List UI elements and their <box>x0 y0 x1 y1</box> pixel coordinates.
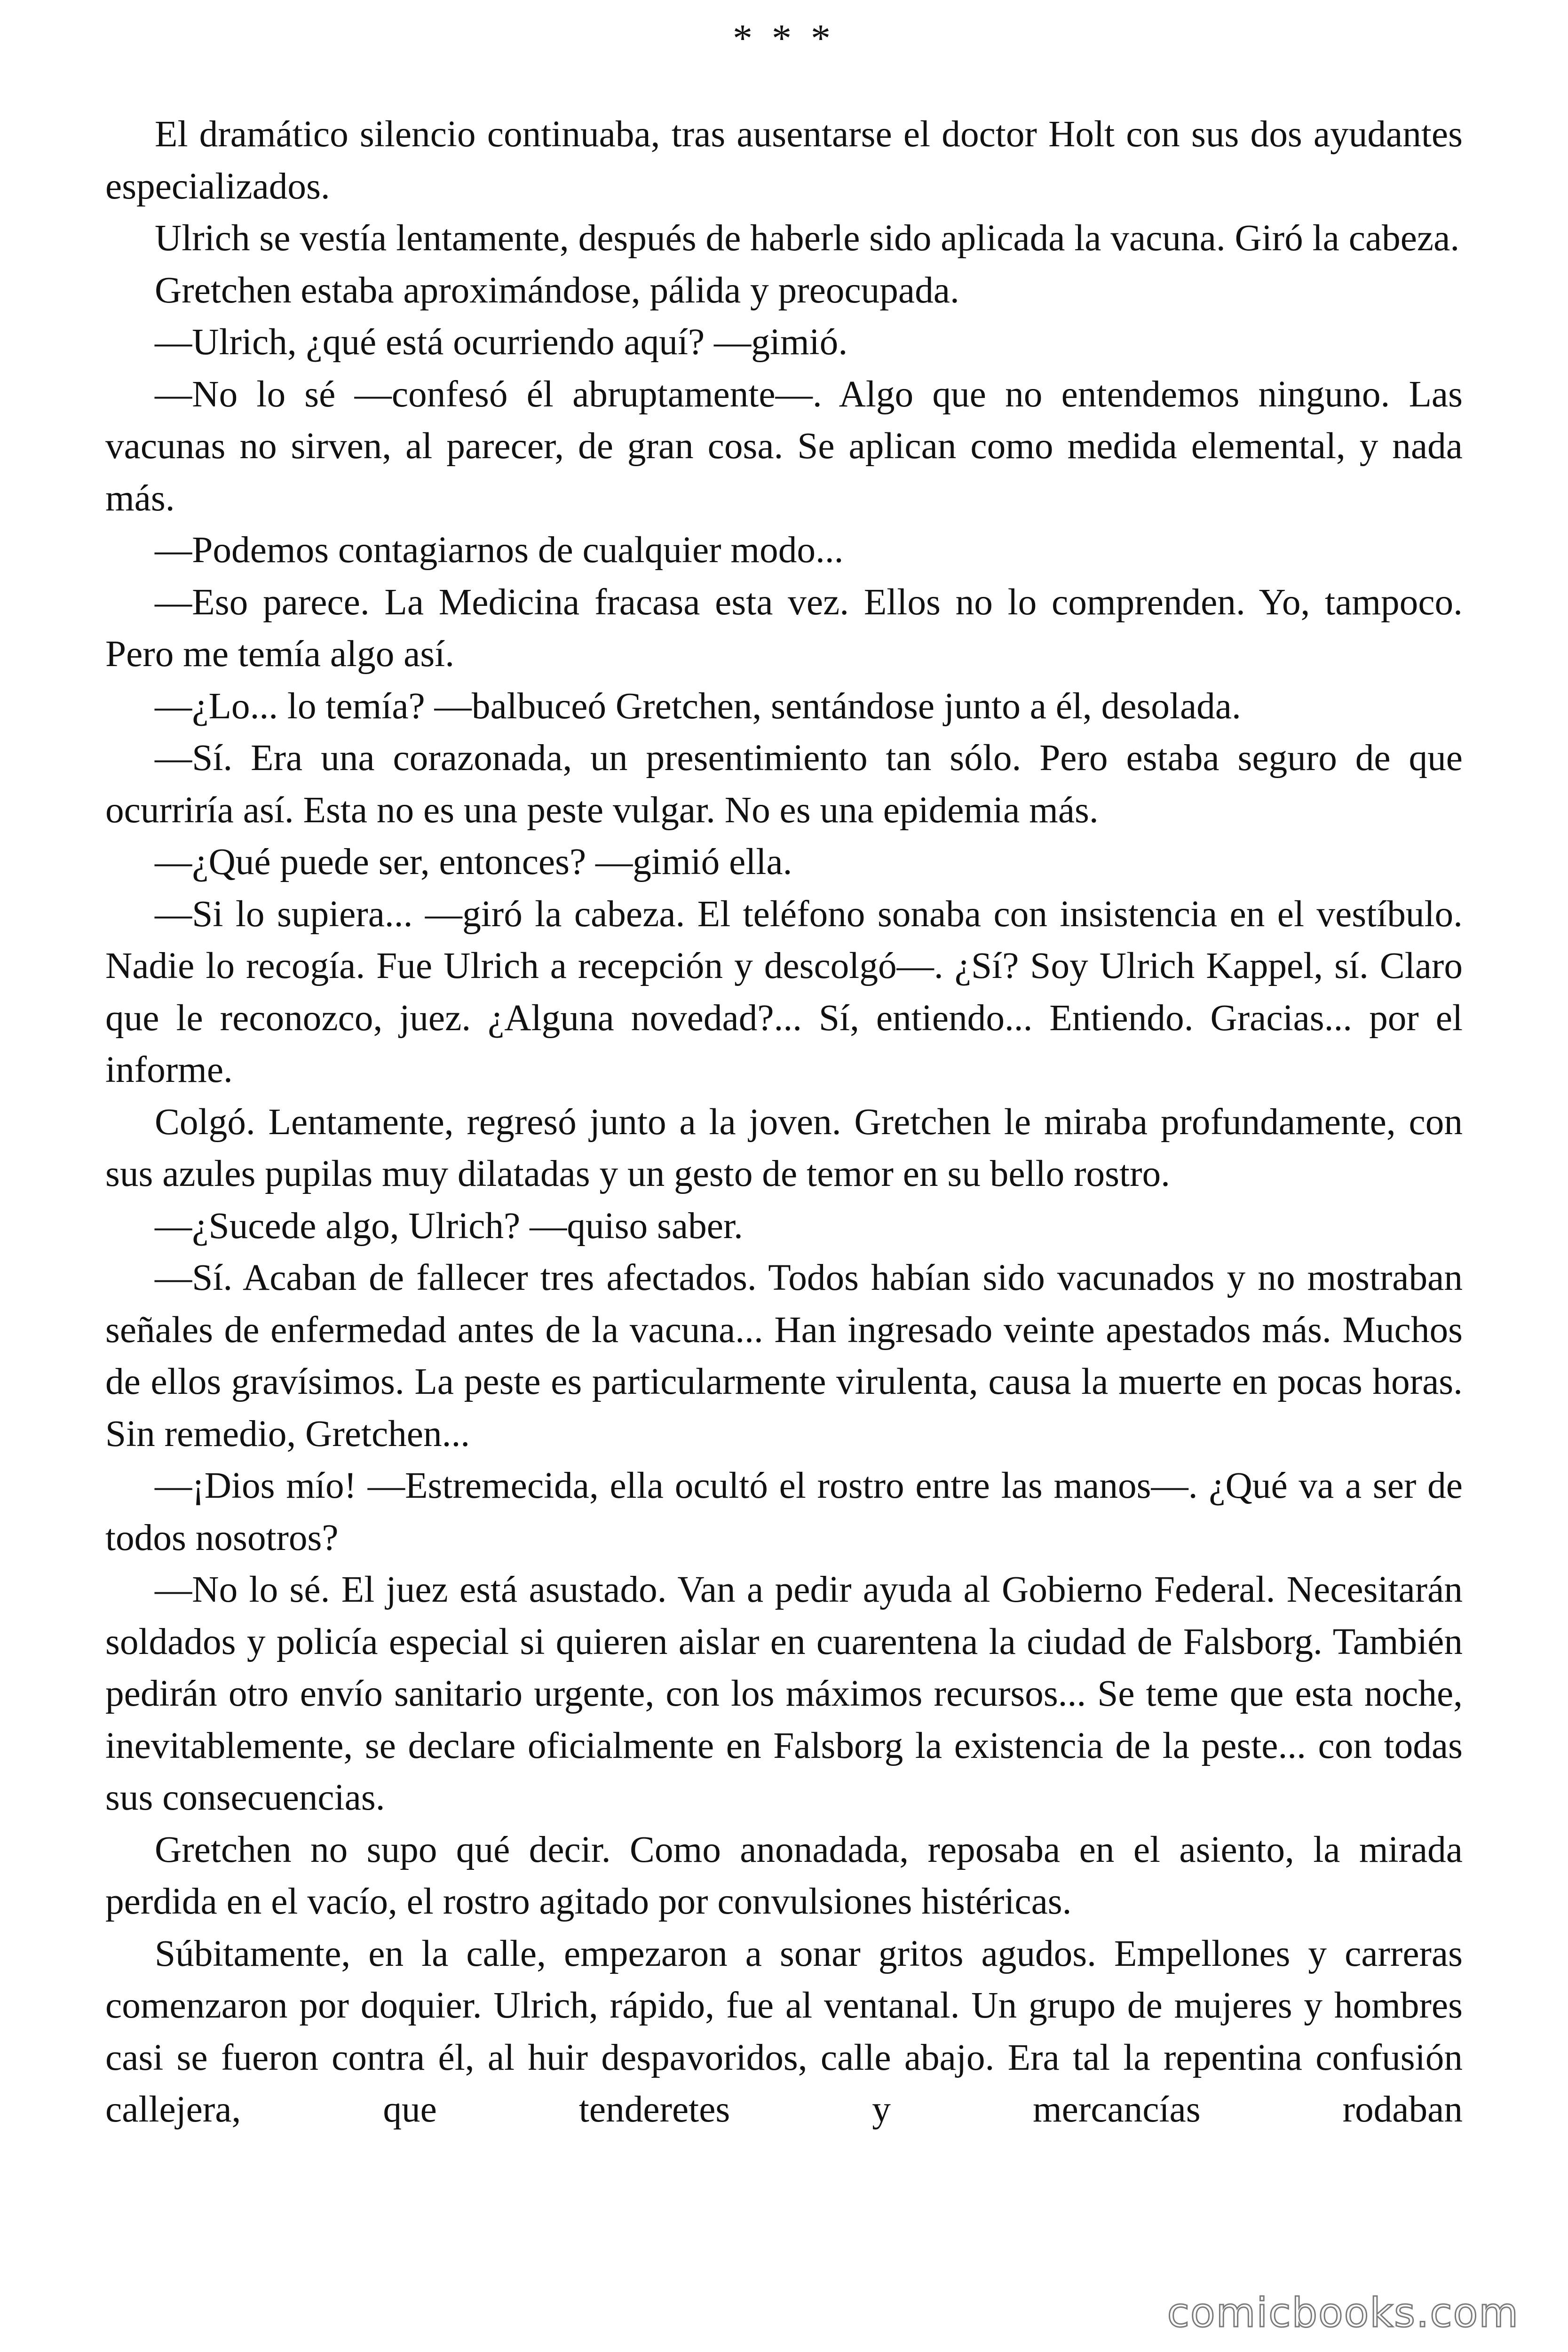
paragraph: —No lo sé —confesó él abruptamente—. Algo que no entendemos ninguno. Las vacunas no sirven, al parecer, de gran cosa. Se aplican como medida elemental, y nada más. <box>105 373 1463 519</box>
paragraph: Ulrich se vestía lentamente, después de haberle sido aplicada la vacuna. Giró la cabeza. <box>155 217 1460 259</box>
paragraph: —Eso parece. La Medicina fracasa esta vez. Ellos no lo comprenden. Yo, tampoco. Pero me temía algo así. <box>105 581 1463 675</box>
paragraph: —Sí. Acaban de fallecer tres afectados. Todos habían sido vacunados y no mostraban señales de enfermedad antes de la vacuna... Han ingresado veinte apestados más. Muchos de ellos gravísimos. La peste es particularmente virulenta, causa la muerte en pocas horas. Sin remedio, Gretchen... <box>105 1257 1463 1454</box>
paragraph: Súbitamente, en la calle, empezaron a sonar gritos agudos. Empellones y carreras comenzaron por doquier. Ulrich, rápido, fue al ventanal. Un grupo de mujeres y hombres casi se fueron contra él, al huir despavoridos, calle abajo. Era tal la repentina confusión callejera, que tenderetes y mercancías rodaban <box>105 1932 1463 2130</box>
paragraph: —¿Qué puede ser, entonces? —gimió ella. <box>155 841 792 882</box>
paragraph: Gretchen estaba aproximándose, pálida y preocupada. <box>155 269 959 311</box>
paragraph: Gretchen no supo qué decir. Como anonadada, reposaba en el asiento, la mirada perdida en el vacío, el rostro agitado por convulsiones histéricas. <box>105 1828 1463 1922</box>
paragraph: —¿Lo... lo temía? —balbuceó Gretchen, sentándose junto a él, desolada. <box>155 685 1241 727</box>
paragraph: —¿Sucede algo, Ulrich? —quiso saber. <box>155 1205 743 1247</box>
paragraph: —Si lo supiera... —giró la cabeza. El teléfono sonaba con insistencia en el vestíbulo. Nadie lo recogía. Fue Ulrich a recepción y descolgó—. ¿Sí? Soy Ulrich Kappel, sí. Claro que le reconozco, juez. ¿Alguna novedad?... Sí, entiendo... Entiendo. Gracias... por el informe. <box>105 893 1463 1090</box>
watermark-logo: comicbooks.com <box>1167 2289 1519 2336</box>
body-text <box>105 108 1463 2136</box>
paragraph: —Podemos contagiarnos de cualquier modo... <box>155 529 844 571</box>
paragraph: —Sí. Era una corazonada, un presentimiento tan sólo. Pero estaba seguro de que ocurriría así. Esta no es una peste vulgar. No es una epidemia más. <box>105 737 1463 831</box>
paragraph: —¡Dios mío! —Estremecida, ella ocultó el rostro entre las manos—. ¿Qué va a ser de todos nosotros? <box>105 1465 1463 1558</box>
paragraph: —No lo sé. El juez está asustado. Van a pedir ayuda al Gobierno Federal. Necesitarán soldados y policía especial si quieren aislar en cuarentena la ciudad de Falsborg. También pedirán otro envío sanitario urgente, con los máximos recursos... Se teme que esta noche, inevitablemente, se declare oficialmente en Falsborg la existencia de la peste... con todas sus consecuencias. <box>105 1569 1463 1818</box>
paragraph: Colgó. Lentamente, regresó junto a la joven. Gretchen le miraba profundamente, con sus azules pupilas muy dilatadas y un gesto de temor en su bello rostro. <box>105 1101 1463 1194</box>
paragraph: El dramático silencio continuaba, tras ausentarse el doctor Holt con sus dos ayudantes especializados. <box>105 113 1463 207</box>
paragraph: —Ulrich, ¿qué está ocurriendo aquí? —gimió. <box>155 321 848 363</box>
section-separator: * * * <box>733 16 835 60</box>
